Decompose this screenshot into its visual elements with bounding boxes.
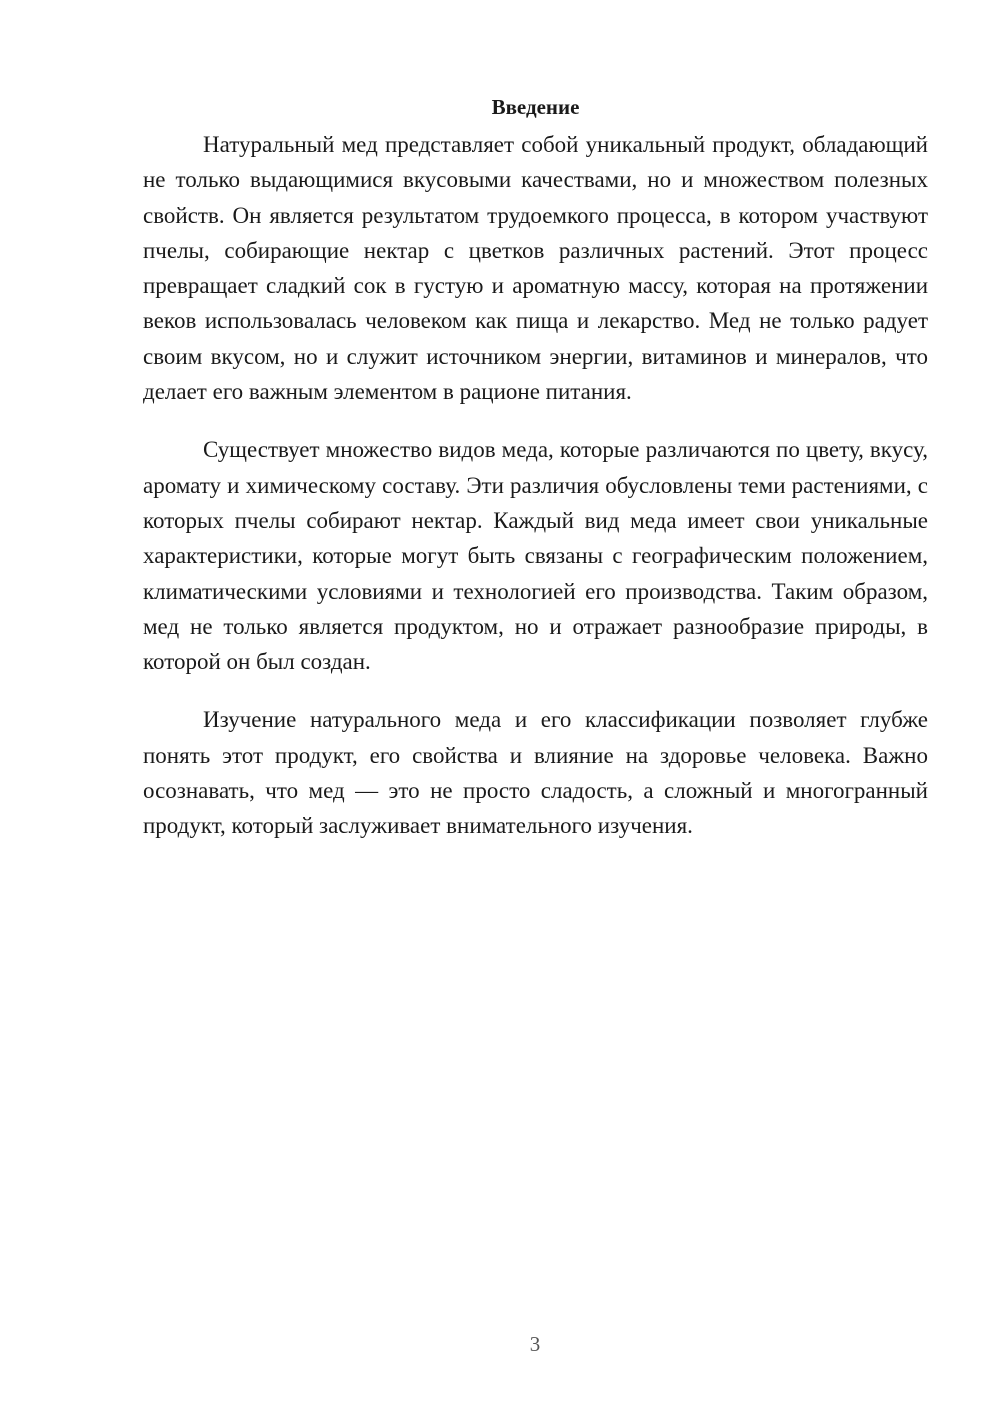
paragraph-1: Натуральный мед представляет собой уникальный продукт, обладающий не только выдающимися вкусовыми качествами, но и множеством полезных свойств. Он является результатом трудоемкого процесса, в котором участвуют пчелы, собирающие нектар с цветков различных растений. Этот процесс превращает сладкий сок в густую и ароматную массу, которая на протяжении веков использовалась человеком как пища и лекарство. Мед не только радует своим вкусом, но и служит источником энергии, витаминов и минералов, что делает его важным элементом в рационе питания. xyxy=(143,132,928,405)
page-content xyxy=(143,92,928,867)
paragraph-2: Существует множество видов меда, которые различаются по цвету, вкусу, аромату и химическому составу. Эти различия обусловлены теми растениями, с которых пчелы собирают нектар. Каждый вид меда имеет свои уникальные характеристики, которые могут быть связаны с географическим положением, климатическими условиями и технологией его производства. Таким образом, мед не только является продуктом, но и отражает разнообразие природы, в которой он был создан. xyxy=(143,437,928,675)
page-number: 3 xyxy=(529,1332,541,1356)
paragraph-3: Изучение натурального меда и его классификации позволяет глубже понять этот продукт, его свойства и влияние на здоровье человека. Важно осознавать, что мед — это не просто сладость, а сложный и многогранный продукт, который заслуживает внимательного изучения. xyxy=(143,707,928,839)
section-heading: Введение xyxy=(491,95,580,119)
